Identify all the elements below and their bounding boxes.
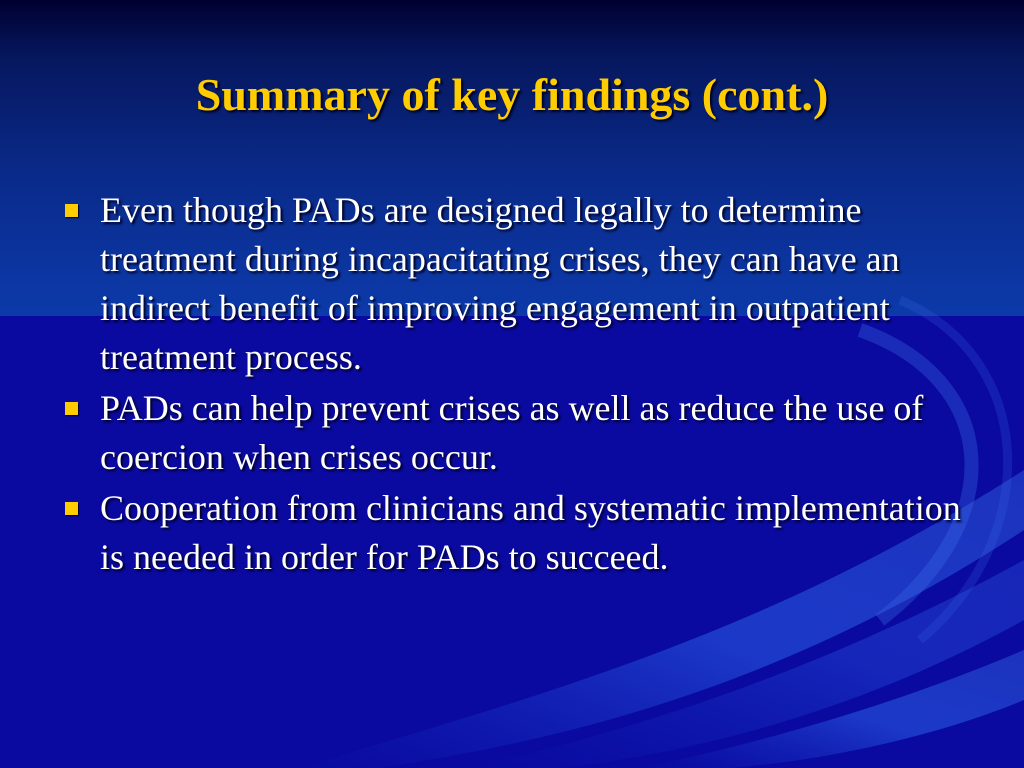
slide-title: Summary of key findings (cont.) xyxy=(195,69,829,120)
bullet-text: PADs can help prevent crises as well as reduce the use of coercion when crises occur. xyxy=(100,388,924,477)
bullet-item xyxy=(62,384,962,482)
square-bullet-icon xyxy=(65,402,78,415)
bullet-item xyxy=(62,186,962,382)
bullet-list xyxy=(62,186,962,584)
square-bullet-icon xyxy=(65,204,78,217)
bullet-item xyxy=(62,484,962,582)
square-bullet-icon xyxy=(65,502,78,515)
bullet-text: Even though PADs are designed legally to determine treatment during incapacitating crises, they can have an indirect benefit of improving engagement in outpatient treatment process. xyxy=(100,190,900,377)
bullet-text: Cooperation from clinicians and systematic implementation is needed in order for PADs to succeed. xyxy=(100,488,961,577)
